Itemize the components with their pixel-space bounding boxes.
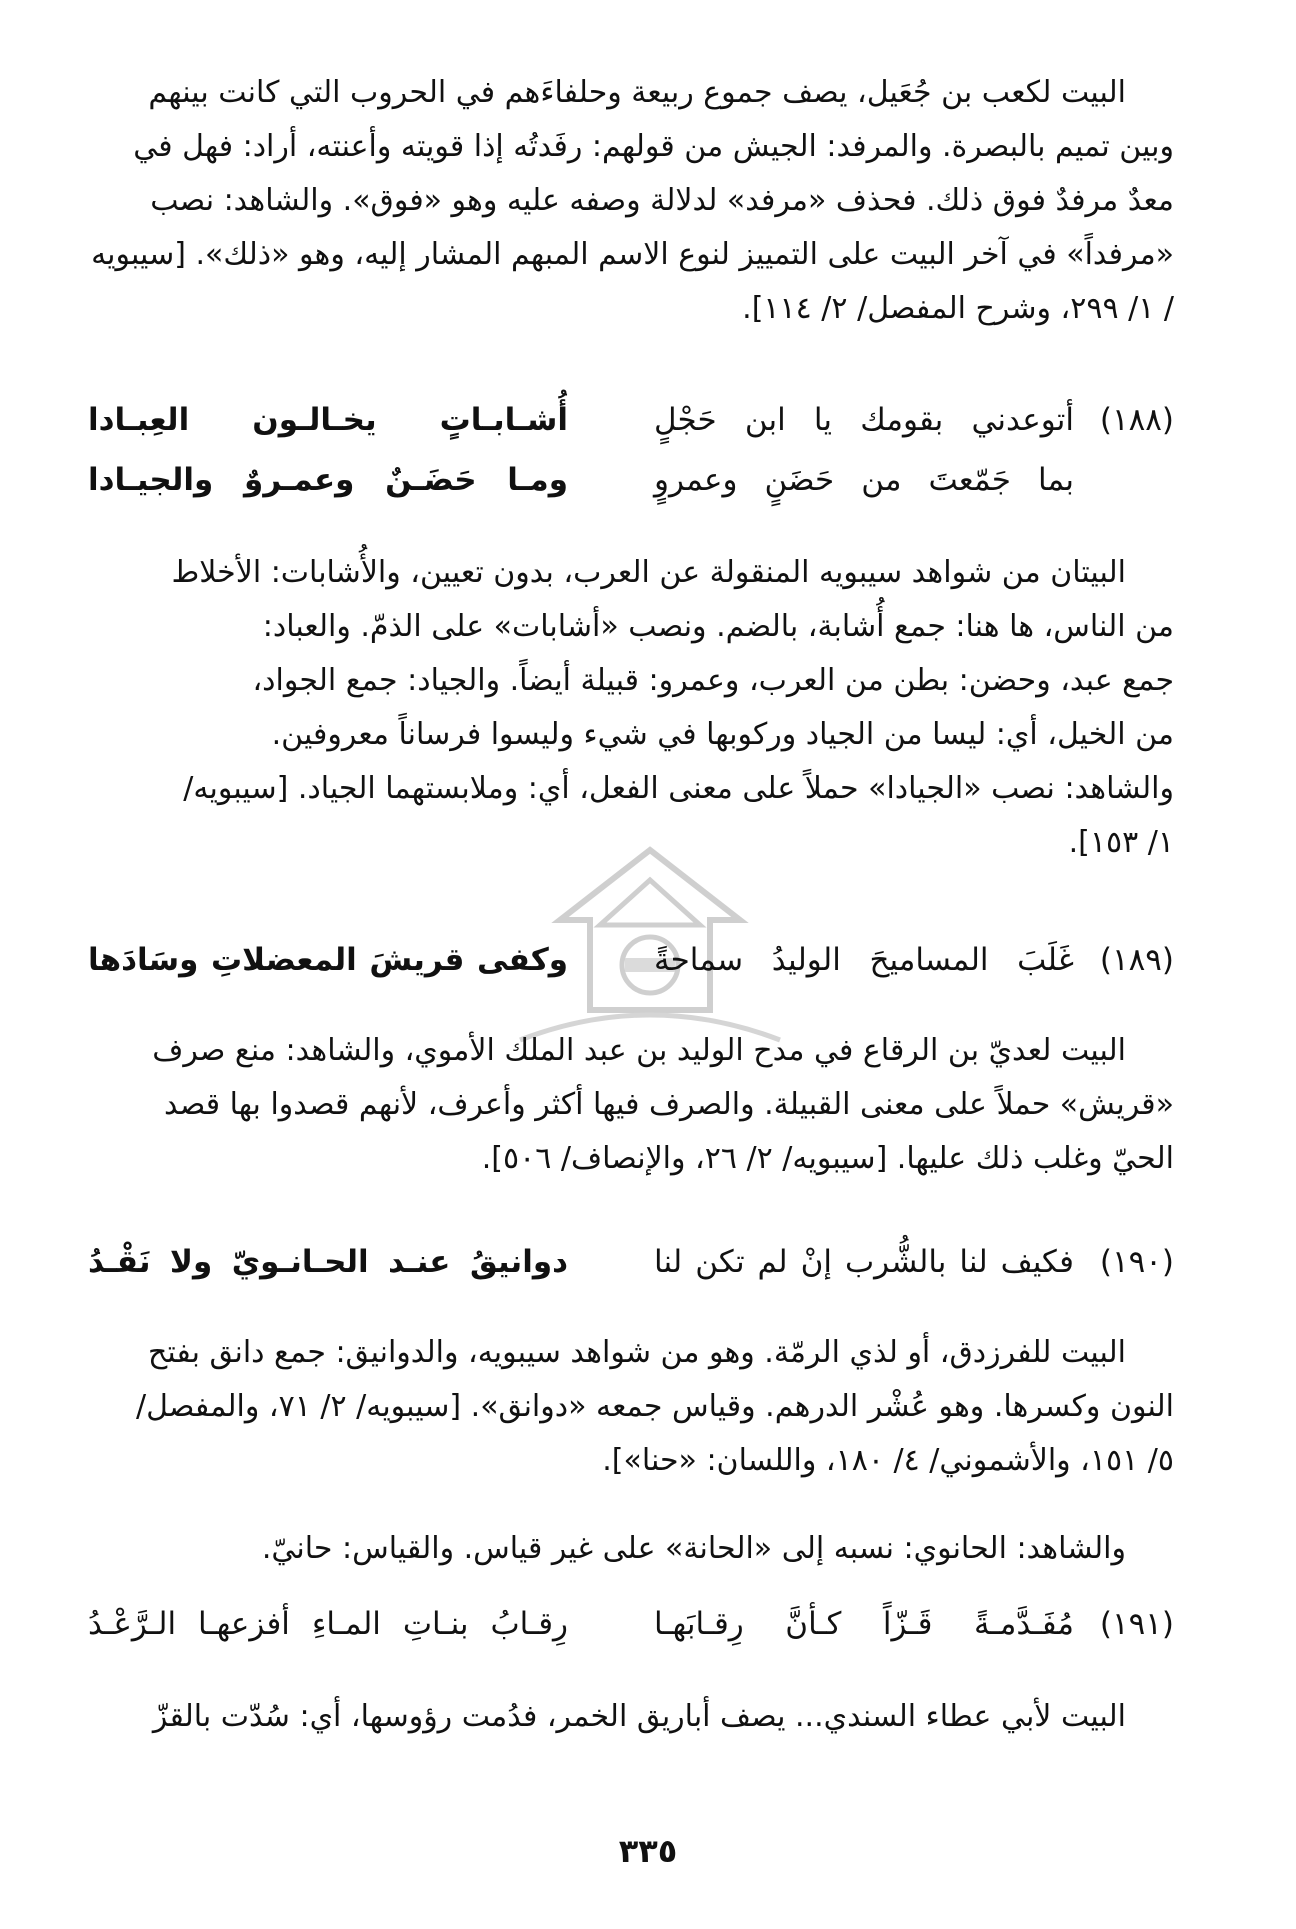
text-line: «مرفداً» في آخر البيت على التمييز لنوع الاسم المبهم المشار إليه، وهو «ذلك». [سيبويه [91, 237, 1174, 272]
verse-188 [88, 402, 1174, 522]
verse-line [88, 1244, 1174, 1304]
verse-line [88, 942, 1174, 1002]
verse-191 [88, 1606, 1174, 1666]
text-line: ١/ ١٥٣]. [1068, 825, 1174, 860]
text-line: وبين تميم بالبصرة. والمرفد: الجيش من قولهم: رفَدتُه إذا قويته وأعنته، أراد: فهل في [133, 129, 1174, 164]
verse-line [88, 462, 1174, 522]
commentary-paragraph-3 [88, 1024, 1174, 1186]
text-line: البيت لكعب بن جُعَيل، يصف جموع ربيعة وحلفاءَهم في الحروب التي كانت بينهم [148, 75, 1126, 110]
text-line: / ١/ ٢٩٩، وشرح المفصل/ ٢/ ١١٤]. [742, 291, 1174, 326]
commentary-paragraph-2 [88, 546, 1174, 870]
text-line: من الناس، ها هنا: جمع أُشابة، بالضم. ونصب «أشابات» على الذمّ. والعباد: [262, 609, 1174, 644]
verse-second-hemistich: أُشـابـاتٍ يخـالـون العِبـادا [88, 402, 568, 438]
verse-number: (١٨٩) [1099, 942, 1174, 978]
text-line: ٥/ ١٥١، والأشموني/ ٤/ ١٨٠، واللسان: «حنا»]. [602, 1443, 1174, 1478]
verse-first-hemistich: أتوعدني بقومك يا ابن حَجْلٍ [654, 402, 1074, 438]
text-line: البيت لأبي عطاء السندي... يصف أباريق الخمر، فدُمت رؤوسها، أي: سُدّت بالقزّ [152, 1699, 1126, 1734]
verse-line [88, 402, 1174, 462]
verse-first-hemistich: غَلَبَ المساميحَ الوليدُ سماحةً [654, 942, 1074, 978]
page-number: ٣٣٥ [618, 1832, 678, 1870]
verse-number: (١٩١) [1099, 1606, 1174, 1642]
commentary-paragraph-6 [88, 1690, 1174, 1744]
verse-190 [88, 1244, 1174, 1304]
verse-line [88, 1606, 1174, 1666]
verse-first-hemistich: فكيف لنا بالشُّرب إنْ لم تكن لنا [654, 1244, 1074, 1280]
text-line: والشاهد: الحانوي: نسبه إلى «الحانة» على غير قياس. والقياس: حانيّ. [261, 1531, 1126, 1566]
text-line: الحيّ وغلب ذلك عليها. [سيبويه/ ٢/ ٢٦، والإنصاف/ ٥٠٦]. [481, 1141, 1174, 1176]
verse-second-hemistich: وكفى قريشَ المعضلاتِ وسَادَها [88, 942, 568, 978]
commentary-paragraph-4 [88, 1326, 1174, 1488]
verse-second-hemistich: دوانيقُ عنـد الحـانـويّ ولا نَقْـدُ [88, 1244, 568, 1280]
verse-number: (١٩٠) [1099, 1244, 1174, 1280]
verse-number: (١٨٨) [1099, 402, 1174, 438]
verse-first-hemistich: بما جَمّعتَ من حَضَنٍ وعمروٍ [654, 462, 1074, 498]
text-line: والشاهد: نصب «الجيادا» حملاً على معنى الفعل، أي: وملابستهما الجياد. [سيبويه/ [183, 771, 1174, 806]
text-line: من الخيل، أي: ليسا من الجياد وركوبها في شيء وليسوا فرساناً معروفين. [271, 717, 1174, 752]
commentary-paragraph-1 [88, 66, 1174, 336]
verse-second-hemistich: ومـا حَضَـنٌ وعمـروٌ والجيـادا [88, 462, 568, 498]
text-line: البيت للفرزدق، أو لذي الرمّة. وهو من شواهد سيبويه، والدوانيق: جمع دانق بفتح [147, 1335, 1126, 1370]
verse-first-hemistich: مُفَـدَّمـةً قَـزّاً كـأنَّ رِقـابَهـا [654, 1606, 1074, 1642]
text-line: البيت لعديّ بن الرقاع في مدح الوليد بن عبد الملك الأموي، والشاهد: منع صرف [152, 1033, 1126, 1068]
text-line: النون وكسرها. وهو عُشْر الدرهم. وقياس جمعه «دوانق». [سيبويه/ ٢/ ٧١، والمفصل/ [136, 1389, 1174, 1424]
commentary-paragraph-5 [88, 1522, 1174, 1576]
text-line: البيتان من شواهد سيبويه المنقولة عن العرب، بدون تعيين، والأُشابات: الأخلاط [171, 555, 1126, 590]
verse-189 [88, 942, 1174, 1002]
text-line: جمع عبد، وحضن: بطن من العرب، وعمرو: قبيلة أيضاً. والجياد: جمع الجواد، [252, 663, 1174, 698]
text-line: معدٌ مرفدٌ فوق ذلك. فحذف «مرفد» لدلالة وصفه عليه وهو «فوق». والشاهد: نصب [150, 183, 1174, 218]
text-line: «قريش» حملاً على معنى القبيلة. والصرف فيها أكثر وأعرف، لأنهم قصدوا بها قصد [163, 1087, 1174, 1122]
verse-second-hemistich: رِقـابُ بنـاتِ المـاءِ أفزعهـا الـرَّعْـدُ [88, 1606, 568, 1642]
